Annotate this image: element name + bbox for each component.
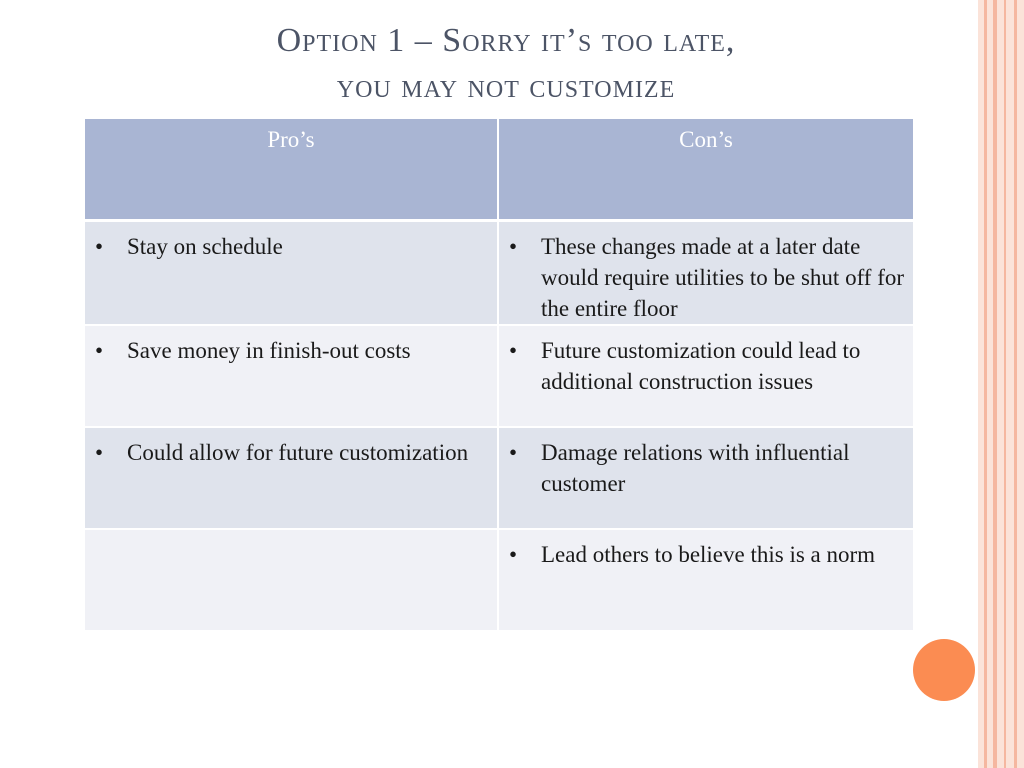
con-cell [498,529,913,631]
pro-item [95,335,489,366]
decorative-stripe [1004,0,1006,768]
pro-text: Stay on schedule [127,233,283,259]
pro-item [95,231,489,262]
pro-cell [85,325,498,427]
pro-item [95,437,489,468]
bullet-icon: • [509,233,518,259]
con-text: Lead others to believe this is a norm [541,541,876,567]
bullet-icon: • [95,233,104,259]
table-row [85,220,913,325]
table-row [85,427,913,529]
bullet-icon: • [509,541,518,567]
pro-cell [85,427,498,529]
bullet-icon: • [95,439,104,465]
table-row [85,529,913,631]
con-item [509,539,905,570]
pro-cell [85,220,498,325]
con-cell [498,220,913,325]
pros-cons-table [85,119,913,632]
decorative-stripe [1014,0,1017,768]
con-text: Damage relations with influential customer [541,439,850,496]
pro-cell-empty [85,529,498,631]
con-text: Future customization could lead to additional construction issues [541,337,861,394]
slide-title-line-2: you may not customize [336,68,676,105]
con-cell [498,427,913,529]
table-row [85,325,913,427]
cons-column-header: Con’s [498,119,913,220]
con-item [509,335,905,397]
bullet-icon: • [95,337,104,363]
slide-title [86,18,926,110]
pro-text: Could allow for future customization [127,439,469,465]
con-cell [498,325,913,427]
con-item [509,437,905,499]
decorative-stripe [993,0,997,768]
pros-column-header: Pro’s [85,119,498,220]
pro-text: Save money in finish-out costs [127,337,411,363]
bullet-icon: • [509,337,518,363]
con-item [509,231,905,324]
table-header-row [85,119,913,220]
con-text: These changes made at a later date would require utilities to be shut off for the entire floor [541,233,905,321]
bullet-icon: • [509,439,518,465]
decorative-circle [913,639,975,701]
decorative-stripe [984,0,987,768]
slide-title-line-1: Option 1 – Sorry it’s too late, [276,22,736,59]
